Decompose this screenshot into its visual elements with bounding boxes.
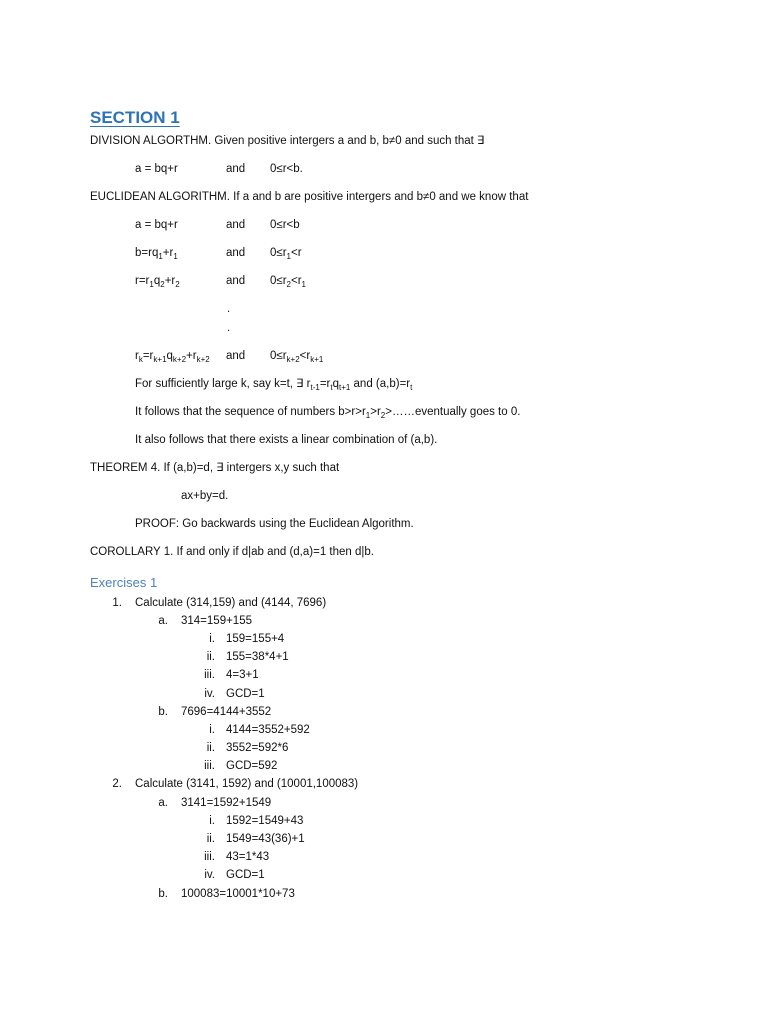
corollary-statement: COROLLARY 1. If and only if d|ab and (d,a)=1 then d|b. [90,546,374,558]
exercise-text: Calculate (3141, 1592) and (10001,100083) [135,778,359,790]
theorem-statement: THEOREM 4. If (a,b)=d, ∃ intergers x,y such that [90,462,340,474]
step-text: 1592=1549+43 [226,815,304,827]
step-label: iii. [204,669,215,681]
exercise-number: 1. [112,597,122,609]
step-text: 4=3+1 [226,669,259,681]
section-title: SECTION 1 [90,108,180,127]
and-label: and [226,219,246,231]
step-label: iv. [204,869,215,881]
ellipsis-dot: . [227,322,231,334]
proof-statement: PROOF: Go backwards using the Euclidean Algorithm. [135,518,414,530]
division-condition: 0≤r<b. [270,163,303,175]
step-label: iv. [204,688,215,700]
step-label: ii. [206,651,215,663]
step-text: GCD=592 [226,760,278,772]
euclid-step-k-condition: $0\le r_{k+2}<r_{k+1}$ [270,350,324,364]
part-text: 3141=1592+1549 [181,797,272,809]
and-label: and [226,163,246,175]
step-label: ii. [206,833,215,845]
part-text: 314=159+155 [181,615,252,627]
step-text: 1549=43(36)+1 [226,833,305,845]
exercise-number: 2. [112,778,122,790]
division-equation: a = bq+r [135,163,178,175]
and-label: and [226,275,246,287]
step-text: GCD=1 [226,869,265,881]
step-label: iii. [204,760,215,772]
step-label: i. [209,724,215,736]
and-label: and [226,350,246,362]
part-text: 7696=4144+3552 [181,706,272,718]
euclid-step-0-equation: a = bq+r [135,219,178,231]
exercise-text: Calculate (314,159) and (4144, 7696) [135,597,327,609]
step-text: 159=155+4 [226,633,285,645]
division-algorithm-statement: DIVISION ALGORTHM. Given positive intergers a and b, b≠0 and such that ∃ [90,135,485,147]
step-text: 3552=592*6 [226,742,289,754]
step-label: ii. [206,742,215,754]
part-label: a. [158,615,168,627]
euclid-step-0-condition: 0≤r<b [270,219,300,231]
linear-combination-statement: It also follows that there exists a linear combination of (a,b). [135,434,438,446]
part-label: b. [158,888,168,900]
step-text: 155=38*4+1 [226,651,289,663]
ellipsis-dot: . [227,303,231,315]
step-label: iii. [204,851,215,863]
exercises-title: Exercises 1 [90,575,158,590]
euclid-step-1-equation: $b=rq_1+r_1$ [135,247,178,261]
and-label: and [226,247,246,259]
euclid-step-k-equation: $r_k=r_{k+1}q_{k+2}+r_{k+2}$ [135,350,210,364]
part-text: 100083=10001*10+73 [181,888,295,900]
step-label: i. [209,633,215,645]
part-label: a. [158,797,168,809]
euclid-step-1-condition: $0\le r_1<r$ [270,247,302,261]
large-k-statement: For sufficiently large k, say k=t, ∃ $r_{t-1}=r_tq_{t+1}$ and $(a,b)=r_t$ [135,378,413,392]
step-text: 43=1*43 [226,851,270,863]
sequence-statement: It follows that the sequence of numbers $b>r>r_1>r_2>\dots\dots eventually$ goes to 0. [135,406,521,420]
step-text: GCD=1 [226,688,265,700]
euclidean-algorithm-statement: EUCLIDEAN ALGORITHM. If a and b are positive intergers and b≠0 and we know that [90,191,529,203]
part-label: b. [158,706,168,718]
step-label: i. [209,815,215,827]
euclid-step-2-equation: $r=r_1q_2+r_2$ [135,275,180,289]
theorem-equation: ax+by=d. [181,490,229,502]
step-text: 4144=3552+592 [226,724,310,736]
euclid-step-2-condition: $0\le r_2<r_1$ [270,275,306,289]
